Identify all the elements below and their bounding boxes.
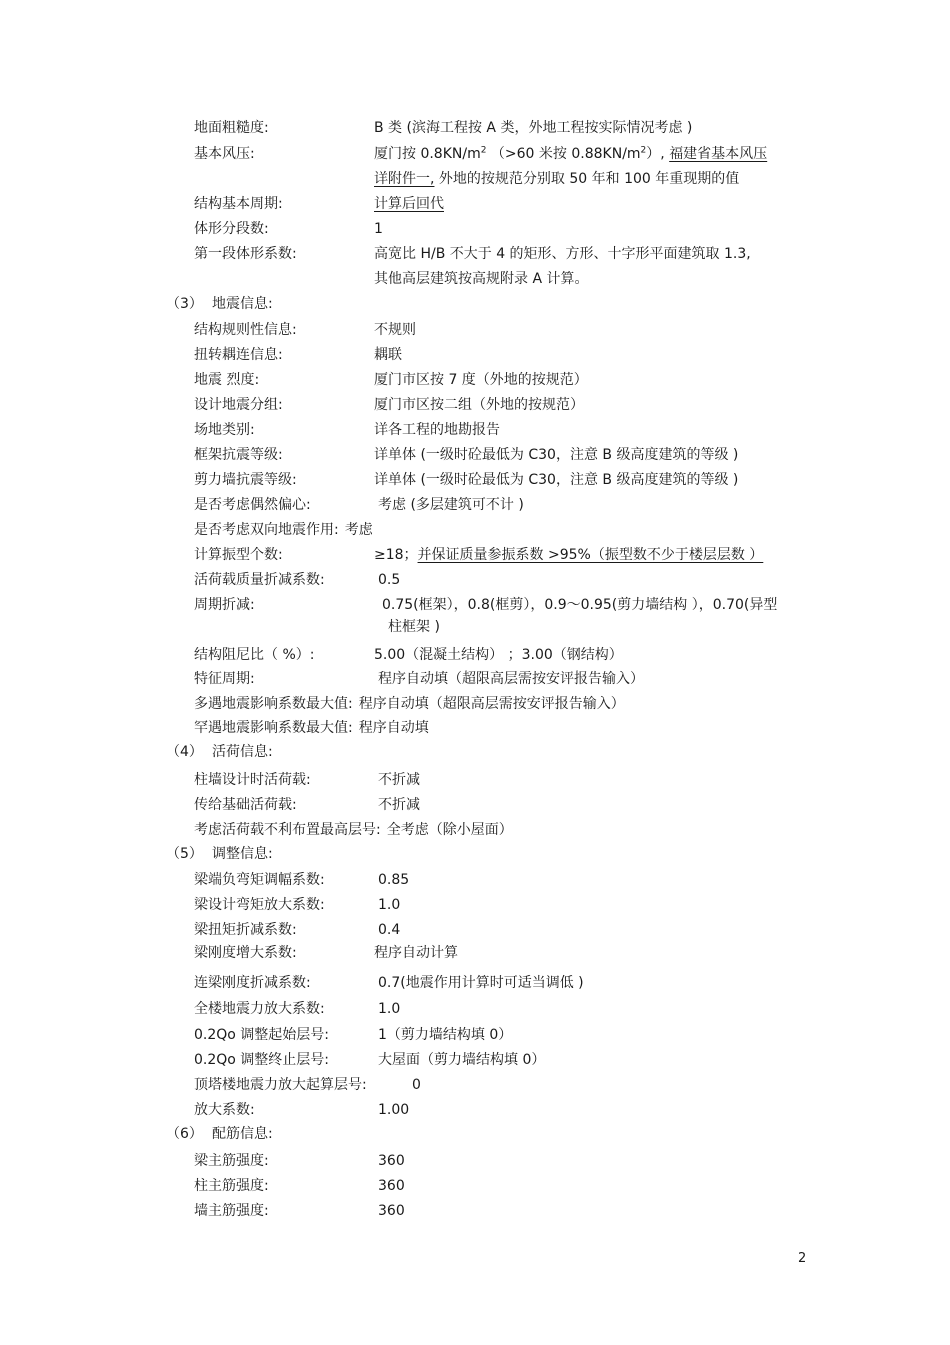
page-number: 2 xyxy=(798,1251,807,1266)
field-value: 1 xyxy=(374,221,383,237)
field-value: 0.75(框架），0.8(框剪），0.9～0.95(剪力墙结构 ），0.70(异型 xyxy=(382,597,778,613)
live-top-row xyxy=(194,818,830,842)
field-label: 梁扭矩折减系数: xyxy=(194,922,297,938)
field-label: 设计地震分组: xyxy=(194,397,283,413)
field-value: 360 xyxy=(378,1203,405,1219)
field-value: 不折减 xyxy=(378,772,420,788)
field-label: 顶塔楼地震力放大起算层号: xyxy=(194,1077,367,1093)
field-label: 0.2Qo 调整起始层号: xyxy=(194,1027,330,1043)
field-value: 程序自动填 xyxy=(358,720,429,736)
field-value: 耦联 xyxy=(374,347,402,363)
field-label: 地震 烈度: xyxy=(194,372,260,388)
field-value: 程序自动填（超限高层需按安评报告输入） xyxy=(378,671,644,687)
field-label: 计算振型个数: xyxy=(194,547,283,563)
attachment-ref: 详附件一, xyxy=(374,171,435,187)
field-label: 结构阻尼比（ %）: xyxy=(194,647,315,663)
field-value: 0.85 xyxy=(378,872,410,888)
field-value: 详单体 (一级时砼最低为 C30，注意 B 级高度建筑的等级 ) xyxy=(374,447,739,463)
field-label: 特征周期: xyxy=(194,671,255,687)
field-value: 详单体 (一级时砼最低为 C30，注意 B 级高度建筑的等级 ) xyxy=(374,472,739,488)
section-heading-adjust: （5） 调整信息: xyxy=(166,846,273,862)
field-value: B 类 (滨海工程按 A 类，外地工程按实际情况考虑 ) xyxy=(374,120,693,136)
field-label: 梁主筋强度: xyxy=(194,1153,269,1169)
field-label: 活荷载质量折减系数: xyxy=(194,572,325,588)
field-label: 墙主筋强度: xyxy=(194,1203,269,1219)
field-value: 详各工程的地勘报告 xyxy=(374,422,500,438)
section-heading-seismic: （3） 地震信息: xyxy=(166,296,273,312)
section-heading-live: （4） 活荷信息: xyxy=(166,744,273,760)
field-label: 梁设计弯矩放大系数: xyxy=(194,897,325,913)
field-value: 厦门市区按二组（外地的按规范） xyxy=(374,397,584,413)
field-label: 放大系数: xyxy=(194,1102,255,1118)
field-value: 详附件一, 外地的按规范分别取 50 年和 100 年重现期的值 xyxy=(374,171,740,187)
field-value: 1.00 xyxy=(378,1102,410,1118)
field-label: 柱墙设计时活荷载: xyxy=(194,772,311,788)
field-label: 多遇地震影响系数最大值: xyxy=(194,696,353,712)
field-label: 场地类别: xyxy=(194,422,255,438)
field-value: 0.7(地震作用计算时可适当调低 ) xyxy=(378,975,584,991)
field-value: 1.0 xyxy=(378,897,401,913)
field-label: 连梁刚度折减系数: xyxy=(194,975,311,991)
field-value: 不规则 xyxy=(374,322,416,338)
field-label: 罕遇地震影响系数最大值: xyxy=(194,720,353,736)
field-value: 程序自动填（超限高层需按安评报告输入） xyxy=(358,696,625,712)
field-label: 是否考虑双向地震作用: xyxy=(194,522,339,538)
field-value: 考虑 xyxy=(344,522,373,538)
section-heading-rebar: （6） 配筋信息: xyxy=(166,1126,273,1142)
field-label: 地面粗糙度: xyxy=(194,120,269,136)
field-label: 考虑活荷载不利布置最高层号: xyxy=(194,822,381,838)
field-label: 体形分段数: xyxy=(194,221,269,237)
field-value: 大屋面（剪力墙结构填 0） xyxy=(378,1052,546,1068)
field-label: 框架抗震等级: xyxy=(194,447,283,463)
field-value: 360 xyxy=(378,1178,405,1194)
field-label: 剪力墙抗震等级: xyxy=(194,472,297,488)
field-value: 1.0 xyxy=(378,1001,401,1017)
field-value: 5.00（混凝土结构） ；3.00（钢结构） xyxy=(374,647,623,663)
field-label: 梁刚度增大系数: xyxy=(194,945,297,961)
field-value: 0.5 xyxy=(378,572,401,588)
rare-max-row xyxy=(194,716,830,740)
field-label: 基本风压: xyxy=(194,146,255,162)
field-value: 柱框架 ) xyxy=(388,619,440,635)
field-label: 周期折减: xyxy=(194,597,255,613)
field-label: 全楼地震力放大系数: xyxy=(194,1001,325,1017)
field-label: 第一段体形系数: xyxy=(194,246,297,262)
field-value: 高宽比 H/B 不大于 4 的矩形、方形、十字形平面建筑取 1.3, xyxy=(374,246,751,262)
field-value: 程序自动计算 xyxy=(374,945,458,961)
field-value: ≥18；并保证质量参振系数 >95%（振型数不少于楼层层数 ） xyxy=(374,547,764,563)
field-label: 是否考虑偶然偏心: xyxy=(194,497,311,513)
field-value: 360 xyxy=(378,1153,405,1169)
field-value: 全考虑（除小屋面） xyxy=(386,822,513,838)
field-value: 厦门市区按 7 度（外地的按规范） xyxy=(374,372,588,388)
wind-pressure-ref: 福建省基本风压 xyxy=(669,146,768,162)
field-value: 厦门按 $0.8KN/m^2$ （>60 米按 $0.88KN/m^2$）, 福建省基本风压 xyxy=(374,145,768,162)
field-value: 计算后回代 xyxy=(374,196,444,212)
field-label: 柱主筋强度: xyxy=(194,1178,269,1194)
field-value: 不折减 xyxy=(378,797,420,813)
field-label: 0.2Qo 调整终止层号: xyxy=(194,1052,330,1068)
field-label: 传给基础活荷载: xyxy=(194,797,297,813)
field-value: 0.4 xyxy=(378,922,401,938)
field-value: 其他高层建筑按高规附录 A 计算。 xyxy=(374,271,589,287)
field-label: 扭转耦连信息: xyxy=(194,347,283,363)
bidirectional-row xyxy=(194,518,830,542)
field-label: 结构基本周期: xyxy=(194,196,283,212)
field-value: 考虑 (多层建筑可不计 ) xyxy=(378,497,524,513)
field-label: 结构规则性信息: xyxy=(194,322,297,338)
field-label: 梁端负弯矩调幅系数: xyxy=(194,872,325,888)
field-value: 0 xyxy=(412,1077,421,1093)
freq-max-row xyxy=(194,692,830,716)
field-value: 1（剪力墙结构填 0） xyxy=(378,1027,513,1043)
